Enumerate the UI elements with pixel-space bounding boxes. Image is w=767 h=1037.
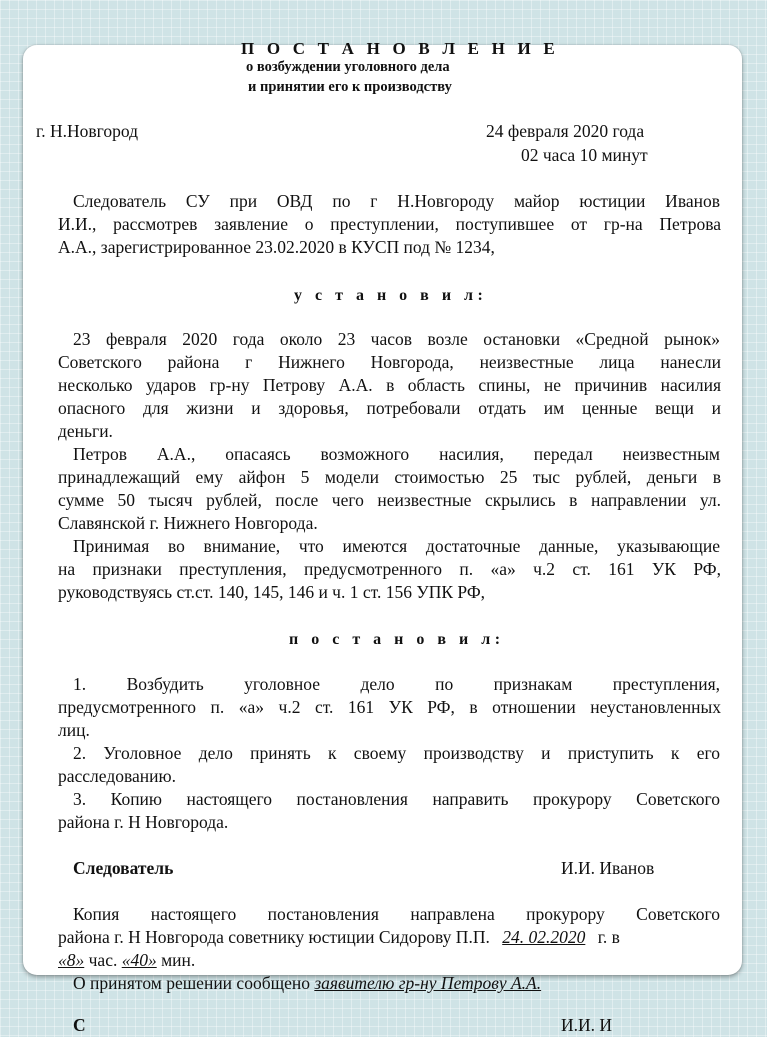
decision-item: района г. Н Новгорода.: [58, 812, 229, 832]
signer-label: Следователь: [73, 858, 174, 878]
copy-hour-label: час.: [88, 950, 118, 970]
place: г. Н.Новгород: [36, 121, 139, 141]
copy-line: Копия настоящего постановления направлена прокурору Советского: [73, 904, 720, 924]
copy-line-2: [58, 926, 721, 949]
date: 24 февраля 2020 года: [486, 121, 645, 141]
copy-hour: «8»: [58, 950, 85, 970]
established-line: 23 февраля 2020 года около 23 часов возле остановки «Средной рынок»: [73, 329, 720, 349]
established-line: Славянской г. Нижнего Новгорода.: [58, 513, 318, 533]
established-heading: у с т а н о в и л:: [294, 287, 488, 304]
decision-item: предусмотренного п. «а» ч.2 ст. 161 УК РФ, в отношении неустановленных: [58, 697, 721, 717]
intro-line: И.И., рассмотрев заявление о преступлении, поступившее от гр-на Петрова: [58, 214, 721, 234]
bottom-cut-right: И.И. И: [561, 1015, 613, 1035]
decision-item: 1. Возбудить уголовное дело по признакам преступления,: [73, 674, 720, 694]
decided-heading: п о с т а н о в и л:: [289, 631, 505, 648]
notify-recipient: заявителю гр-ну Петрову А.А.: [314, 973, 542, 993]
bottom-cut-left: С: [73, 1015, 86, 1035]
established-line: руководствуясь ст.ст. 140, 145, 146 и ч. 1 ст. 156 УПК РФ,: [58, 582, 486, 602]
copy-date: 24. 02.2020: [502, 927, 586, 947]
established-line: Принимая во внимание, что имеются достаточные данные, указывающие: [73, 536, 720, 556]
established-line: Петров А.А., опасаясь возможного насилия, передал неизвестным: [73, 444, 720, 464]
established-line: деньги.: [58, 421, 113, 441]
copy-minute: «40»: [121, 950, 157, 970]
established-line: сумме 50 тысяч рублей, после чего неизвестные скрылись в направлении ул.: [58, 490, 721, 510]
copy-date-suffix: г. в: [597, 927, 620, 947]
notify-text: О принятом решении сообщено: [73, 973, 310, 993]
decision-item: 2. Уголовное дело принять к своему производству и приступить к его: [73, 743, 720, 763]
decision-item: 3. Копию настоящего постановления направить прокурору Советского: [73, 789, 720, 809]
established-line: Советского района г Нижнего Новгорода, неизвестные лица нанесли: [58, 352, 721, 372]
decision-item: расследованию.: [58, 766, 176, 786]
established-line: на признаки преступления, предусмотренного п. «а» ч.2 ст. 161 УК РФ,: [58, 559, 721, 579]
copy-recipient: района г. Н Новгорода советнику юстиции Сидорову П.П.: [58, 927, 490, 947]
document-page: [23, 39, 742, 975]
established-line: опасного для жизни и здоровья, потребовали отдать им ценные вещи и: [58, 398, 721, 418]
copy-minute-label: мин.: [161, 950, 196, 970]
time: 02 часа 10 минут: [521, 145, 648, 165]
notify-line: [73, 972, 541, 995]
copy-time: [58, 949, 721, 972]
signer-name: И.И. Иванов: [561, 858, 655, 878]
intro-line: Следователь СУ при ОВД по г Н.Новгороду майор юстиции Иванов: [73, 191, 720, 211]
decision-item: лиц.: [58, 720, 90, 740]
established-line: несколько ударов гр-ну Петрову А.А. в область спины, не причинив насилия: [58, 375, 721, 395]
established-line: принадлежащий ему айфон 5 модели стоимостью 25 тыс рублей, деньги в: [58, 467, 721, 487]
document-subtitle-1: о возбуждении уголовного дела: [246, 59, 450, 75]
document-subtitle-2: и принятии его к производству: [248, 79, 452, 95]
document-title: П О С Т А Н О В Л Е Н И Е: [241, 39, 559, 58]
intro-line: А.А., зарегистрированное 23.02.2020 в КУСП под № 1234,: [58, 237, 495, 257]
